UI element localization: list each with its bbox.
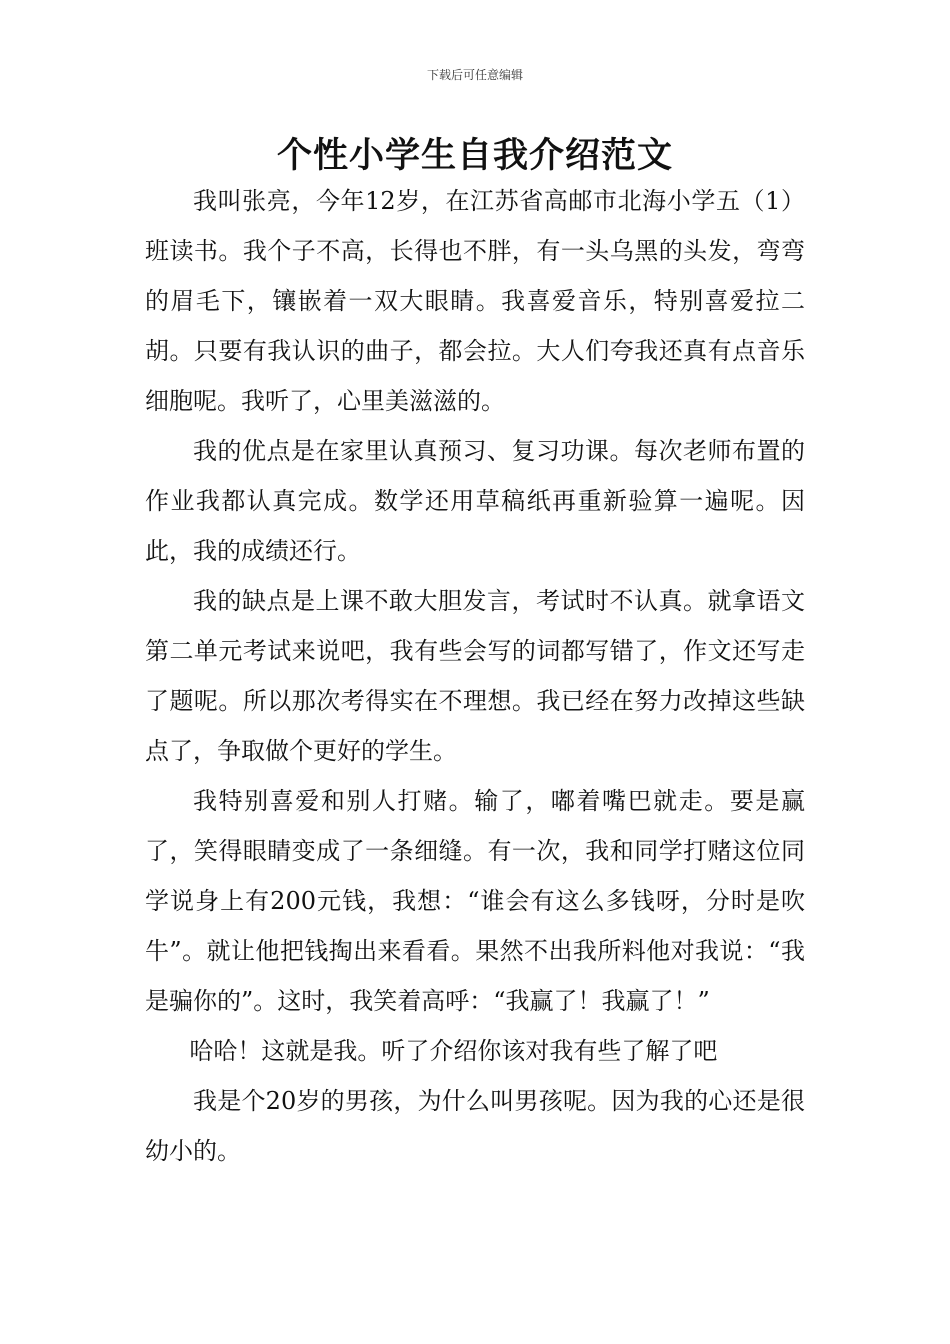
paragraph-strengths: 我的优点是在家里认真预习、复习功课。每次老师布置的作业我都认真完成。数学还用草稿纸再重新验算一遍呢。因此，我的成绩还行。	[145, 437, 805, 565]
header-note: 下载后可任意编辑	[426, 68, 523, 82]
paragraph-closing: 哈哈！这就是我。听了介绍你该对我有些了解了吧	[189, 1037, 718, 1065]
paragraph-intro: 我叫张亮，今年12岁，在江苏省高邮市北海小学五（1）班读书。我个子不高，长得也不胖，有一头乌黑的头发，弯弯的眉毛下，镶嵌着一双大眼睛。我喜爱音乐，特别喜爱拉二胡。只要有我认识的曲子，都会拉。大人们夸我还真有点音乐细胞呢。我听了，心里美滋滋的。	[145, 187, 805, 415]
page-title: 个性小学生自我介绍范文	[276, 136, 673, 176]
paragraph-extra: 我是个20岁的男孩，为什么叫男孩呢。因为我的心还是很幼小的。	[145, 1087, 805, 1165]
document-body	[145, 176, 805, 1176]
paragraph-betting: 我特别喜爱和别人打赌。输了，嘟着嘴巴就走。要是赢了，笑得眼睛变成了一条细缝。有一次，我和同学打赌这位同学说身上有200元钱，我想：“谁会有这么多钱呀，分时是吹牛”。就让他把钱掏出来看看。果然不出我所料他对我说：“我是骗你的”。这时，我笑着高呼：“我赢了！我赢了！”	[145, 787, 805, 1015]
paragraph-weaknesses: 我的缺点是上课不敢大胆发言，考试时不认真。就拿语文第二单元考试来说吧，我有些会写的词都写错了，作文还写走了题呢。所以那次考得实在不理想。我已经在努力改掉这些缺点了，争取做个更好的学生。	[145, 587, 805, 765]
